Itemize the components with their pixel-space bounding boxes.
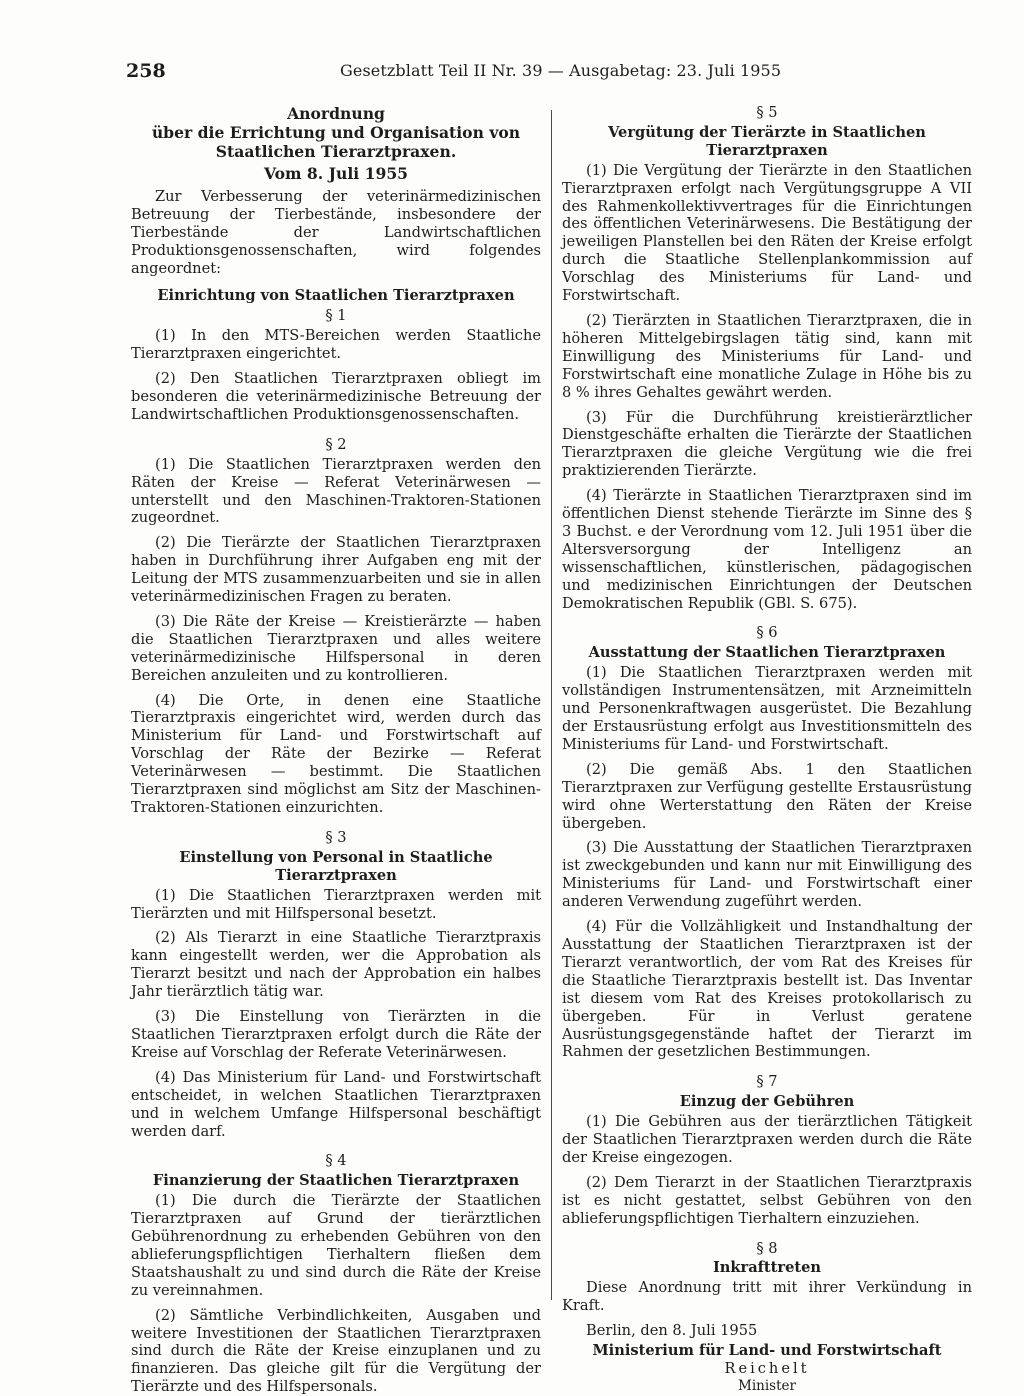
section-8-number: § 8 <box>756 1239 778 1257</box>
section-8-paragraph-1: Diese Anordnung tritt mit ihrer Verkündung in Kraft. <box>562 1279 972 1315</box>
section-4-paragraph-2: (2) Sämtliche Verbindlichkeiten, Ausgaben und weitere Investitionen der Staatlichen Tierarztpraxen sind durch die Räte der Kreise einzuplanen und zu finanzieren. Das gleiche gilt für die Vergütung der Tierärzte und des Hilfspersonals. <box>131 1306 541 1396</box>
header-title: Gesetzblatt Teil II Nr. 39 — Ausgabetag: 23. Juli 1955 <box>340 61 782 80</box>
block-heading-einrichtung: Einrichtung von Staatlichen Tierarztpraxen <box>157 287 515 305</box>
title-line-2: über die Errichtung und Organisation von <box>151 123 521 142</box>
section-6-paragraph-4: (4) Für die Vollzähligkeit und Instandhaltung der Ausstattung der Staatlichen Tierarztpraxen ist der Tierarzt verantwortlich, der vom Rat des Kreises für die Staatliche Tierarztpraxis bestellt ist. Das Inventar ist diesem vom Rat des Kreises protokollarisch zu übergeben. Für in Verlust geratene Ausrüstungsgegenstände haftet der Tierarzt im Rahmen der gesetzlichen Bestimmungen. <box>562 918 972 1061</box>
section-5-paragraph-1: (1) Die Vergütung der Tierärzte in den Staatlichen Tierarztpraxen erfolgt nach Vergütungsgruppe A VII des Rahmenkollektivvertrages für die Einrichtungen des öffentlichen Veterinärwesens. Die Bestätigung der jeweiligen Planstellen bei den Räten der Kreise erfolgt durch die Staatliche Stellenplankommission auf Vorschlag des Ministeriums für Land- und Forstwirtschaft. <box>562 161 972 305</box>
section-6-paragraph-1: (1) Die Staatlichen Tierarztpraxen werden mit vollständigen Instrumentensätzen, mit Arzneimitteln und Personenkraftwagen ausgerüstet. Die Bezahlung der Erstausrüstung erfolgt aus Investitionsmitteln des Ministeriums für Land- und Forstwirtschaft. <box>562 664 972 753</box>
section-7-heading: Einzug der Gebühren <box>679 1093 855 1111</box>
section-4-heading: Finanzierung der Staatlichen Tierarztpraxen <box>152 1172 520 1190</box>
section-2-paragraph-2: (2) Die Tierärzte der Staatlichen Tierarztpraxen haben in Durchführung ihrer Aufgaben eng mit der Leitung der MTS zusammenzuarbeiten und sie in allen veterinärmedizinischen Fragen zu beraten. <box>131 534 541 606</box>
section-3-paragraph-2: (2) Als Tierarzt in eine Staatliche Tierarztpraxis kann eingestellt werden, wer die Approbation als Tierarzt besitzt und nach der Approbation ein halbes Jahr tierärztlich tätig war. <box>131 929 541 1001</box>
section-5-heading: Vergütung der Tierärzte in Staatlichen Tierarztpraxen <box>608 123 926 159</box>
section-5-paragraph-3: (3) Für die Durchführung kreistierärztlicher Dienstgeschäfte erhalten die Tierärzte der Staatlichen Tierarztpraxen die gleiche Vergütung wie die frei praktizierenden Tierärzte. <box>562 408 972 480</box>
section-6-number: § 6 <box>756 624 778 642</box>
section-4-paragraph-1: (1) Die durch die Tierärzte der Staatlichen Tierarztpraxen auf Grund der tierärztlichen Gebührenordnung zu erhebenden Gebühren von den ablieferungspflichtigen Tierhaltern fließen dem Staatshaushalt zu und sind durch die Räte der Kreise zu vereinnahmen. <box>131 1192 541 1299</box>
title-line-1: Anordnung <box>287 104 385 123</box>
section-2-number: § 2 <box>325 435 347 453</box>
document-date: Vom 8. Juli 1955 <box>263 164 409 183</box>
left-column <box>131 104 541 1396</box>
page-number: 258 <box>126 60 166 82</box>
section-5-paragraph-4: (4) Tierärzte in Staatlichen Tierarztpraxen sind im öffentlichen Dienst stehende Tierärzte im Sinne des § 3 Buchst. e der Verordnung vom 12. Juli 1951 über die Altersversorgung der Intelligenz an wissenschaftlichen, künstlerischen, pädagogischen und medizinischen Einrichtungen der Deutschen Demokratischen Republik (GBl. S. 675). <box>562 487 972 612</box>
column-divider <box>551 110 552 1300</box>
section-3-number: § 3 <box>325 828 347 846</box>
section-7-number: § 7 <box>756 1073 778 1091</box>
section-2-paragraph-4: (4) Die Orte, in denen eine Staatliche Tierarztpraxis eingerichtet wird, werden durch das Ministerium für Land- und Forstwirtschaft auf Vorschlag der Räte der Bezirke — Referat Veterinärwesen — bestimmt. Die Staatlichen Tierarztpraxen sind möglichst am Sitz der Maschinen-Traktoren-Stationen einzurichten. <box>131 691 541 816</box>
document-title <box>131 104 541 161</box>
section-7-paragraph-2: (2) Dem Tierarzt in der Staatlichen Tierarztpraxis ist es nicht gestattet, selbst Gebühren von den ablieferungspflichtigen Tierhaltern einzuziehen. <box>562 1173 972 1227</box>
section-1-number: § 1 <box>325 307 347 325</box>
section-3-paragraph-4: (4) Das Ministerium für Land- und Forstwirtschaft entscheidet, in welchen Staatlichen Tierarztpraxen und in welchem Umfange Hilfspersonal beschäftigt werden darf. <box>131 1068 541 1140</box>
section-3-paragraph-1: (1) Die Staatlichen Tierarztpraxen werden mit Tierärzten und mit Hilfspersonal besetzt. <box>131 886 541 922</box>
section-4-number: § 4 <box>325 1152 347 1170</box>
page-header <box>126 60 974 86</box>
right-column <box>562 104 972 1394</box>
title-line-3: Staatlichen Tierarztpraxen. <box>215 142 457 161</box>
section-5-paragraph-2: (2) Tierärzten in Staatlichen Tierarztpraxen, die in höheren Mittelgebirgslagen tätig sind, kann mit Einwilligung des Ministeriums für Land- und Forstwirtschaft eine monatliche Zulage in Höhe bis zu 8 % ihres Gehaltes gewährt werden. <box>562 311 972 401</box>
signature-name: Reichelt <box>724 1360 810 1377</box>
section-2-paragraph-1: (1) Die Staatlichen Tierarztpraxen werden den Räten der Kreise — Referat Veterinärwesen — unterstellt und den Maschinen-Traktoren-Stationen zugeordnet. <box>131 455 541 527</box>
section-8-heading: Inkrafttreten <box>712 1259 822 1277</box>
section-3-heading: Einstellung von Personal in Staatliche Tierarztpraxen <box>179 848 493 884</box>
section-1-paragraph-2: (2) Den Staatlichen Tierarztpraxen obliegt im besonderen die veterinärmedizinische Betreuung der Landwirtschaftlichen Produktionsgenossenschaften. <box>131 370 541 423</box>
signature-ministry: Ministerium für Land- und Forstwirtschaft <box>592 1342 942 1360</box>
section-2-paragraph-3: (3) Die Räte der Kreise — Kreistierärzte — haben die Staatlichen Tierarztpraxen und alles weitere veterinärmedizinische Hilfspersonal in deren Bereichen anzuleiten und zu kontrollieren. <box>131 612 541 684</box>
section-6-heading: Ausstattung der Staatlichen Tierarztpraxen <box>588 644 946 662</box>
signature-role: Minister <box>738 1377 796 1394</box>
preamble: Zur Verbesserung der veterinärmedizinischen Betreuung der Tierbestände, insbesondere der Tierbestände der Landwirtschaftlichen Produktionsgenossenschaften, wird folgendes angeordnet: <box>131 187 541 277</box>
section-1-paragraph-1: (1) In den MTS-Bereichen werden Staatliche Tierarztpraxen eingerichtet. <box>131 327 541 363</box>
section-3-paragraph-3: (3) Die Einstellung von Tierärzten in die Staatlichen Tierarztpraxen erfolgt durch die Räte der Kreise auf Vorschlag der Referate Veterinärwesen. <box>131 1008 541 1061</box>
section-5-number: § 5 <box>756 104 778 121</box>
signature-place-date: Berlin, den 8. Juli 1955 <box>586 1322 758 1340</box>
section-6-paragraph-3: (3) Die Ausstattung der Staatlichen Tierarztpraxen ist zweckgebunden und kann nur mit Einwilligung des Ministeriums für Land- und Forstwirtschaft einer anderen Verwendung zugeführt werden. <box>562 839 972 911</box>
section-7-paragraph-1: (1) Die Gebühren aus der tierärztlichen Tätigkeit der Staatlichen Tierarztpraxen werden durch die Räte der Kreise eingezogen. <box>562 1113 972 1166</box>
section-6-paragraph-2: (2) Die gemäß Abs. 1 den Staatlichen Tierarztpraxen zur Verfügung gestellte Erstausrüstung wird ohne Werterstattung den Räten der Kreise übergeben. <box>562 760 972 832</box>
